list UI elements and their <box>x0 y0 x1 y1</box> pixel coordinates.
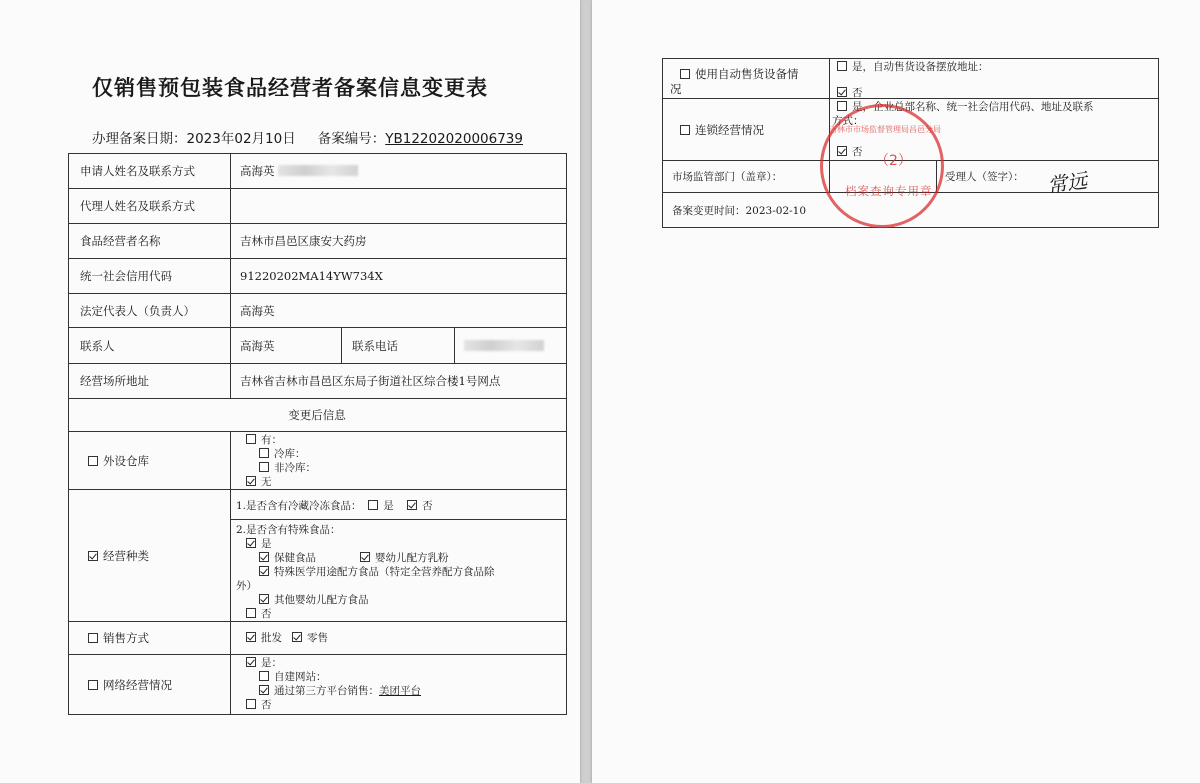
checkbox[interactable] <box>837 61 847 71</box>
warehouse-opt-no[interactable]: 无 <box>246 475 272 489</box>
checkbox-checked[interactable] <box>360 552 370 562</box>
online-yes-option[interactable]: 是： <box>246 656 282 670</box>
checkbox-checked[interactable] <box>246 476 256 486</box>
warehouse-label: 外设仓库 <box>103 454 149 468</box>
sales-checkbox[interactable] <box>88 633 98 643</box>
seal-arc-text: 吉林市市场监督管理局昌邑分局 <box>829 125 941 134</box>
sales-label: 销售方式 <box>103 631 149 645</box>
medical-food-option[interactable]: 特殊医学用途配方食品（特定全营养配方食品除 <box>259 565 495 579</box>
checkbox[interactable] <box>246 699 256 709</box>
contact-label: 联系人 <box>80 339 115 353</box>
seal-bottom-text: 档案查询专用章 <box>845 184 933 198</box>
checkbox[interactable] <box>246 434 256 444</box>
vending-label-row <box>680 67 799 81</box>
retail-checkbox[interactable] <box>292 632 302 642</box>
checkbox-checked[interactable] <box>259 566 269 576</box>
chain-yes-option[interactable]: 是，企业总部名称、统一社会信用代码、地址及联系 <box>837 100 1094 114</box>
credit-code-label: 统一社会信用代码 <box>80 269 172 283</box>
form-subheader <box>92 127 523 147</box>
checkbox-checked[interactable] <box>246 538 256 548</box>
sales-options: 批发 零售 <box>246 631 328 645</box>
chain-label-row <box>680 123 764 137</box>
warehouse-opt-yes[interactable]: 有： <box>246 433 282 447</box>
self-site-option[interactable]: 自建网站： <box>259 670 327 684</box>
platform-name: 美团平台 <box>379 685 421 697</box>
checkbox[interactable] <box>259 462 269 472</box>
category-q2: 2.是否含有特殊食品： <box>236 524 341 536</box>
operator-value: 吉林市昌邑区康安大药房 <box>240 234 367 248</box>
form-page-1 <box>0 0 580 783</box>
q1-yes-checkbox[interactable] <box>368 500 378 510</box>
category-checkbox[interactable] <box>88 551 98 561</box>
vending-label-l1: 使用自动售货设备情 <box>695 67 799 81</box>
medical-food-cont: 外） <box>236 580 257 592</box>
address-label: 经营场所地址 <box>80 374 149 388</box>
checkbox[interactable] <box>837 101 847 111</box>
vending-no-option[interactable]: 否 <box>837 86 863 100</box>
credit-code-value: 91220202MA14YW734X <box>240 269 383 283</box>
health-food-option[interactable]: 保健食品 <box>259 551 316 565</box>
other-infant-option[interactable]: 其他婴幼儿配方食品 <box>259 593 369 607</box>
infant-formula-option[interactable]: 婴幼儿配方乳粉 <box>360 551 449 565</box>
q2-yes-option[interactable]: 是 <box>246 537 272 551</box>
wholesale-checkbox[interactable] <box>246 632 256 642</box>
online-label: 网络经营情况 <box>103 678 172 692</box>
chain-label: 连锁经营情况 <box>695 123 764 137</box>
chain-yes-cont: 方式： <box>832 115 864 127</box>
date-value: 2023年02月10日 <box>186 131 296 147</box>
applicant-value <box>240 164 358 178</box>
contact-value: 高海英 <box>240 339 275 353</box>
changed-info-header: 变更后信息 <box>288 408 346 422</box>
legal-rep-label: 法定代表人（负责人） <box>80 304 195 318</box>
vending-checkbox[interactable] <box>680 69 690 79</box>
filing-no-label: 备案编号： <box>317 131 386 147</box>
redacted-phone <box>278 165 358 176</box>
category-q1: 1.是否含有冷藏冷冻食品： 是 否 <box>236 500 433 512</box>
filing-no-value: YB12202020006739 <box>385 131 523 147</box>
address-value: 吉林省吉林市昌邑区东局子街道社区综合楼1号网点 <box>240 374 501 388</box>
agent-label: 代理人姓名及联系方式 <box>80 199 195 213</box>
category-label: 经营种类 <box>103 549 149 563</box>
phone-value <box>464 339 544 353</box>
sales-label-row <box>88 631 149 645</box>
warehouse-checkbox[interactable] <box>88 456 98 466</box>
redacted-phone <box>464 340 544 351</box>
third-party-option[interactable]: 通过第三方平台销售：美团平台 <box>259 684 421 698</box>
checkbox[interactable] <box>259 448 269 458</box>
q1-no-checkbox[interactable] <box>407 500 417 510</box>
chain-no-option[interactable]: 否 <box>837 145 863 159</box>
warehouse-opt-cold[interactable]: 冷库： <box>259 447 306 461</box>
checkbox-checked[interactable] <box>259 594 269 604</box>
receiver-label: 受理人（签字）： <box>945 171 1024 183</box>
dept-seal-label: 市场监管部门（盖章）： <box>672 171 783 183</box>
phone-label: 联系电话 <box>352 339 398 353</box>
online-checkbox[interactable] <box>88 680 98 690</box>
applicant-name: 高海英 <box>240 164 275 178</box>
checkbox-checked[interactable] <box>837 87 847 97</box>
legal-rep-value: 高海英 <box>240 304 275 318</box>
checkbox-checked[interactable] <box>259 552 269 562</box>
form-title: 仅销售预包装食品经营者备案信息变更表 <box>92 76 488 100</box>
warehouse-label-row <box>88 454 149 468</box>
change-time-value: 2023-02-10 <box>745 205 807 217</box>
vending-yes-option[interactable]: 是，自动售货设备摆放地址： <box>837 60 989 74</box>
operator-label: 食品经营者名称 <box>80 234 161 248</box>
checkbox[interactable] <box>259 671 269 681</box>
checkbox[interactable] <box>246 608 256 618</box>
date-label: 办理备案日期： <box>92 131 187 147</box>
online-label-row <box>88 678 172 692</box>
checkbox-checked[interactable] <box>259 685 269 695</box>
applicant-label: 申请人姓名及联系方式 <box>80 164 195 178</box>
category-label-row <box>88 549 149 563</box>
receiver-signature: 常远 <box>1045 168 1089 198</box>
chain-checkbox[interactable] <box>680 125 690 135</box>
q2-no-option[interactable]: 否 <box>246 607 272 621</box>
warehouse-opt-noncold[interactable]: 非冷库： <box>259 461 316 475</box>
vending-label-l2: 况 <box>670 82 682 96</box>
change-time-row <box>672 204 806 218</box>
official-seal <box>820 104 944 228</box>
change-time-label: 备案变更时间： <box>672 205 746 217</box>
seal-center-text: （2） <box>875 153 912 169</box>
online-no-option[interactable]: 否 <box>246 698 272 712</box>
checkbox-checked[interactable] <box>246 657 256 667</box>
